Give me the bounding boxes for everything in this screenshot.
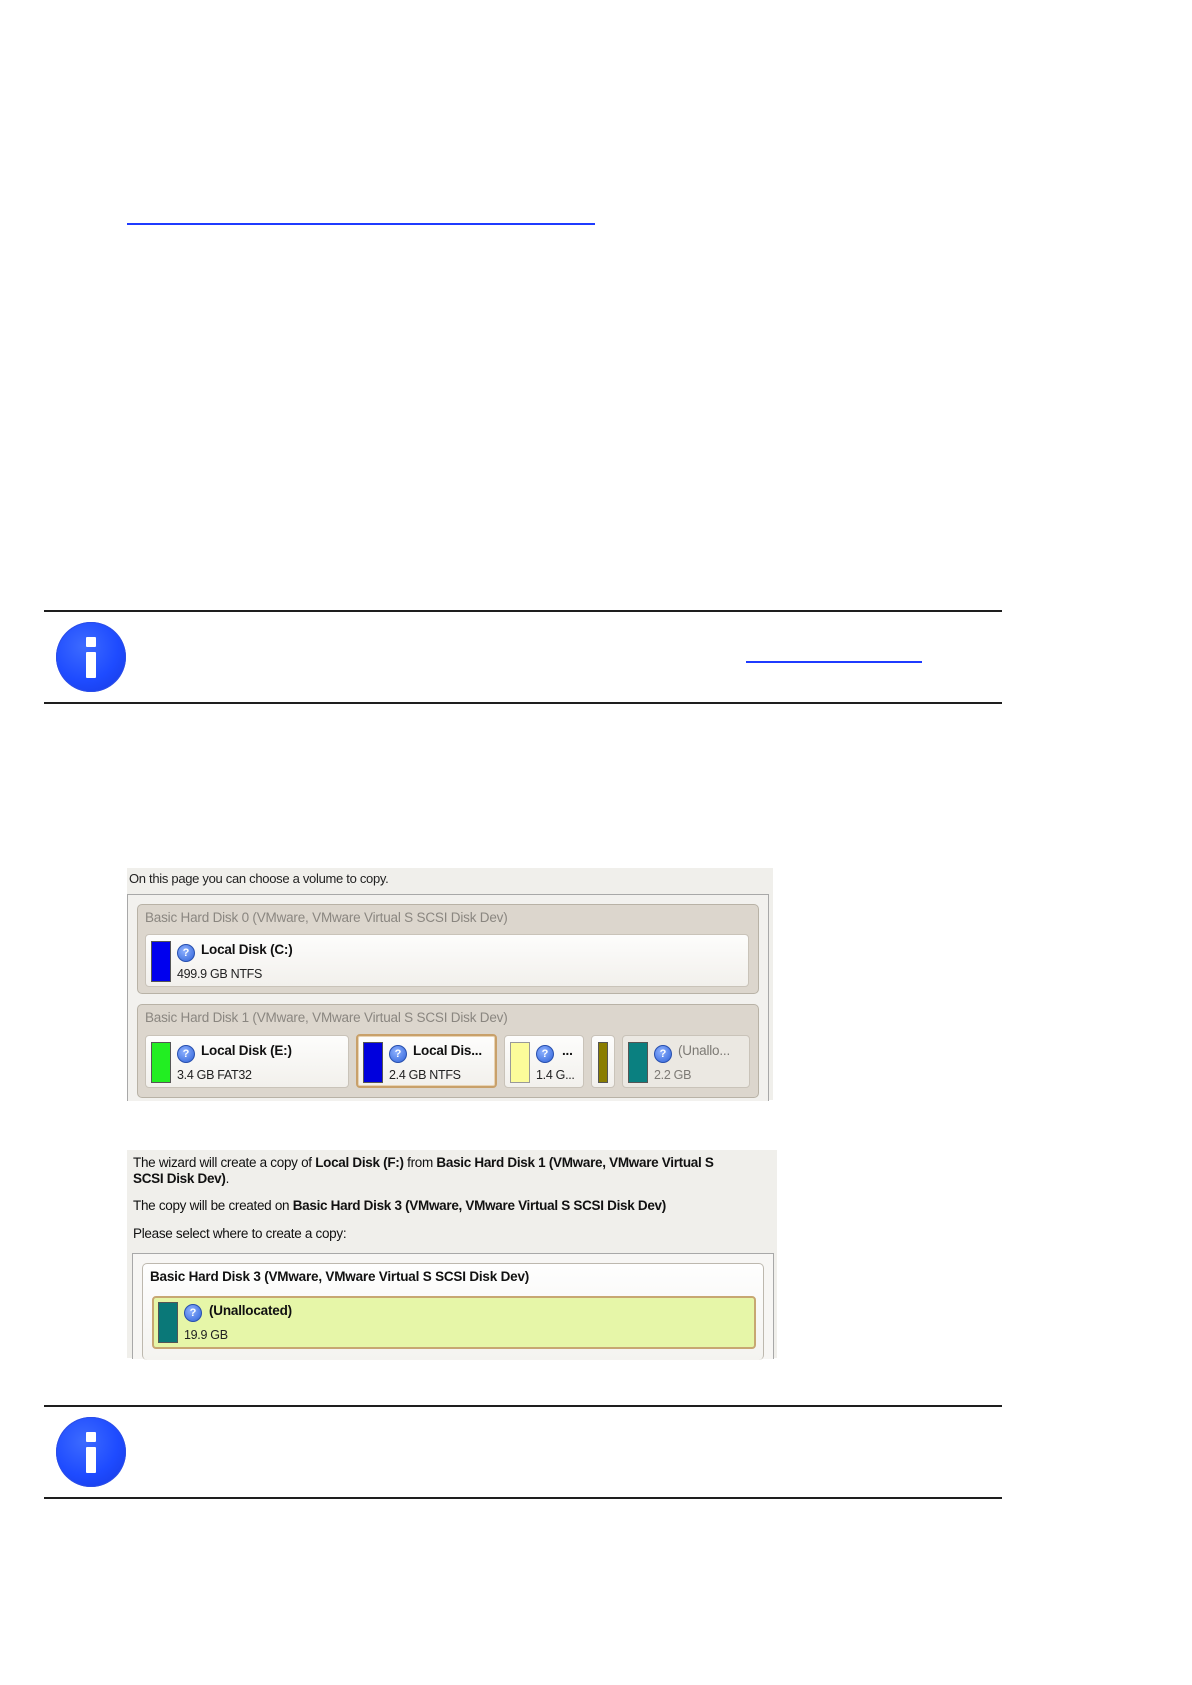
volume-color-swatch: [628, 1042, 648, 1083]
text: The wizard will create a copy of: [133, 1155, 316, 1170]
volume-size: 2.4 GB NTFS: [389, 1068, 461, 1082]
wizard-summary-line1b: [133, 1171, 229, 1186]
volume-size: 19.9 GB: [184, 1328, 228, 1342]
wizard-instruction: Please select where to create a copy:: [133, 1226, 347, 1241]
info-icon: [56, 1417, 126, 1487]
volume-small[interactable]: [504, 1035, 584, 1088]
volume-color-swatch: [151, 1042, 171, 1083]
copy-target-screenshot: [127, 1150, 777, 1358]
volume-name: Local Dis...: [413, 1043, 482, 1058]
volume-tiny[interactable]: [591, 1035, 615, 1088]
target-disk: Basic Hard Disk 3 (VMware, VMware Virtual S SCSI Disk Dev): [292, 1198, 666, 1213]
volume-color-swatch: [510, 1042, 530, 1083]
text: .: [225, 1171, 230, 1186]
text: The copy will be created on: [133, 1198, 293, 1213]
volume-unallocated[interactable]: [622, 1035, 750, 1088]
info-icon: [56, 622, 126, 692]
text: from: [403, 1155, 437, 1170]
volume-size: 2.2 GB: [654, 1068, 692, 1082]
source-disk: Basic Hard Disk 1 (VMware, VMware Virtual S: [436, 1155, 714, 1170]
question-icon: ?: [536, 1045, 554, 1063]
volume-color-swatch: [151, 941, 171, 982]
question-icon: ?: [389, 1045, 407, 1063]
disk-title: Basic Hard Disk 1 (VMware, VMware Virtual S SCSI Disk Dev): [145, 1010, 508, 1025]
volume-name: (Unallo...: [678, 1043, 731, 1058]
question-icon: ?: [177, 944, 195, 962]
wizard-summary-line1: [133, 1155, 714, 1170]
volume-name: ...: [562, 1043, 573, 1058]
question-icon: ?: [184, 1304, 202, 1322]
volume-unallocated-target[interactable]: [152, 1296, 756, 1349]
source-disk-cont: SCSI Disk Dev): [133, 1171, 226, 1186]
volume-name: Local Disk (E:): [201, 1043, 292, 1058]
document-link[interactable]: [127, 203, 595, 225]
disk-title: Basic Hard Disk 3 (VMware, VMware Virtual S SCSI Disk Dev): [150, 1269, 530, 1284]
disk-group-1: [137, 1004, 759, 1098]
note-box-2: [44, 1405, 1002, 1499]
volume-local-disk-c[interactable]: [145, 934, 749, 987]
volume-local-disk-f[interactable]: [356, 1034, 497, 1088]
screenshot-caption: On this page you can choose a volume to copy.: [129, 871, 389, 886]
volume-name: (Unallocated): [209, 1303, 292, 1318]
volume-name: Local Disk (C:): [201, 942, 293, 957]
question-icon: ?: [654, 1045, 672, 1063]
note-link[interactable]: [746, 649, 922, 663]
volume-size: 1.4 G...: [536, 1068, 575, 1082]
volume-color-swatch: [158, 1302, 178, 1343]
note-box-1: [44, 610, 1002, 704]
volume-color-swatch: [363, 1042, 383, 1083]
disk-group-0: [137, 904, 759, 994]
disk-group-3: [142, 1263, 764, 1360]
volume-selection-screenshot: [127, 868, 773, 1100]
disk-map-frame: [127, 894, 769, 1101]
source-volume: Local Disk (F:): [315, 1155, 404, 1170]
volume-size: 499.9 GB NTFS: [177, 967, 263, 981]
question-icon: ?: [177, 1045, 195, 1063]
volume-local-disk-e[interactable]: [145, 1035, 349, 1088]
volume-size: 3.4 GB FAT32: [177, 1068, 252, 1082]
volume-color-swatch: [598, 1042, 608, 1083]
wizard-summary-line2: [133, 1198, 666, 1213]
disk-title: Basic Hard Disk 0 (VMware, VMware Virtual S SCSI Disk Dev): [145, 910, 508, 925]
target-disk-frame: [132, 1253, 774, 1359]
